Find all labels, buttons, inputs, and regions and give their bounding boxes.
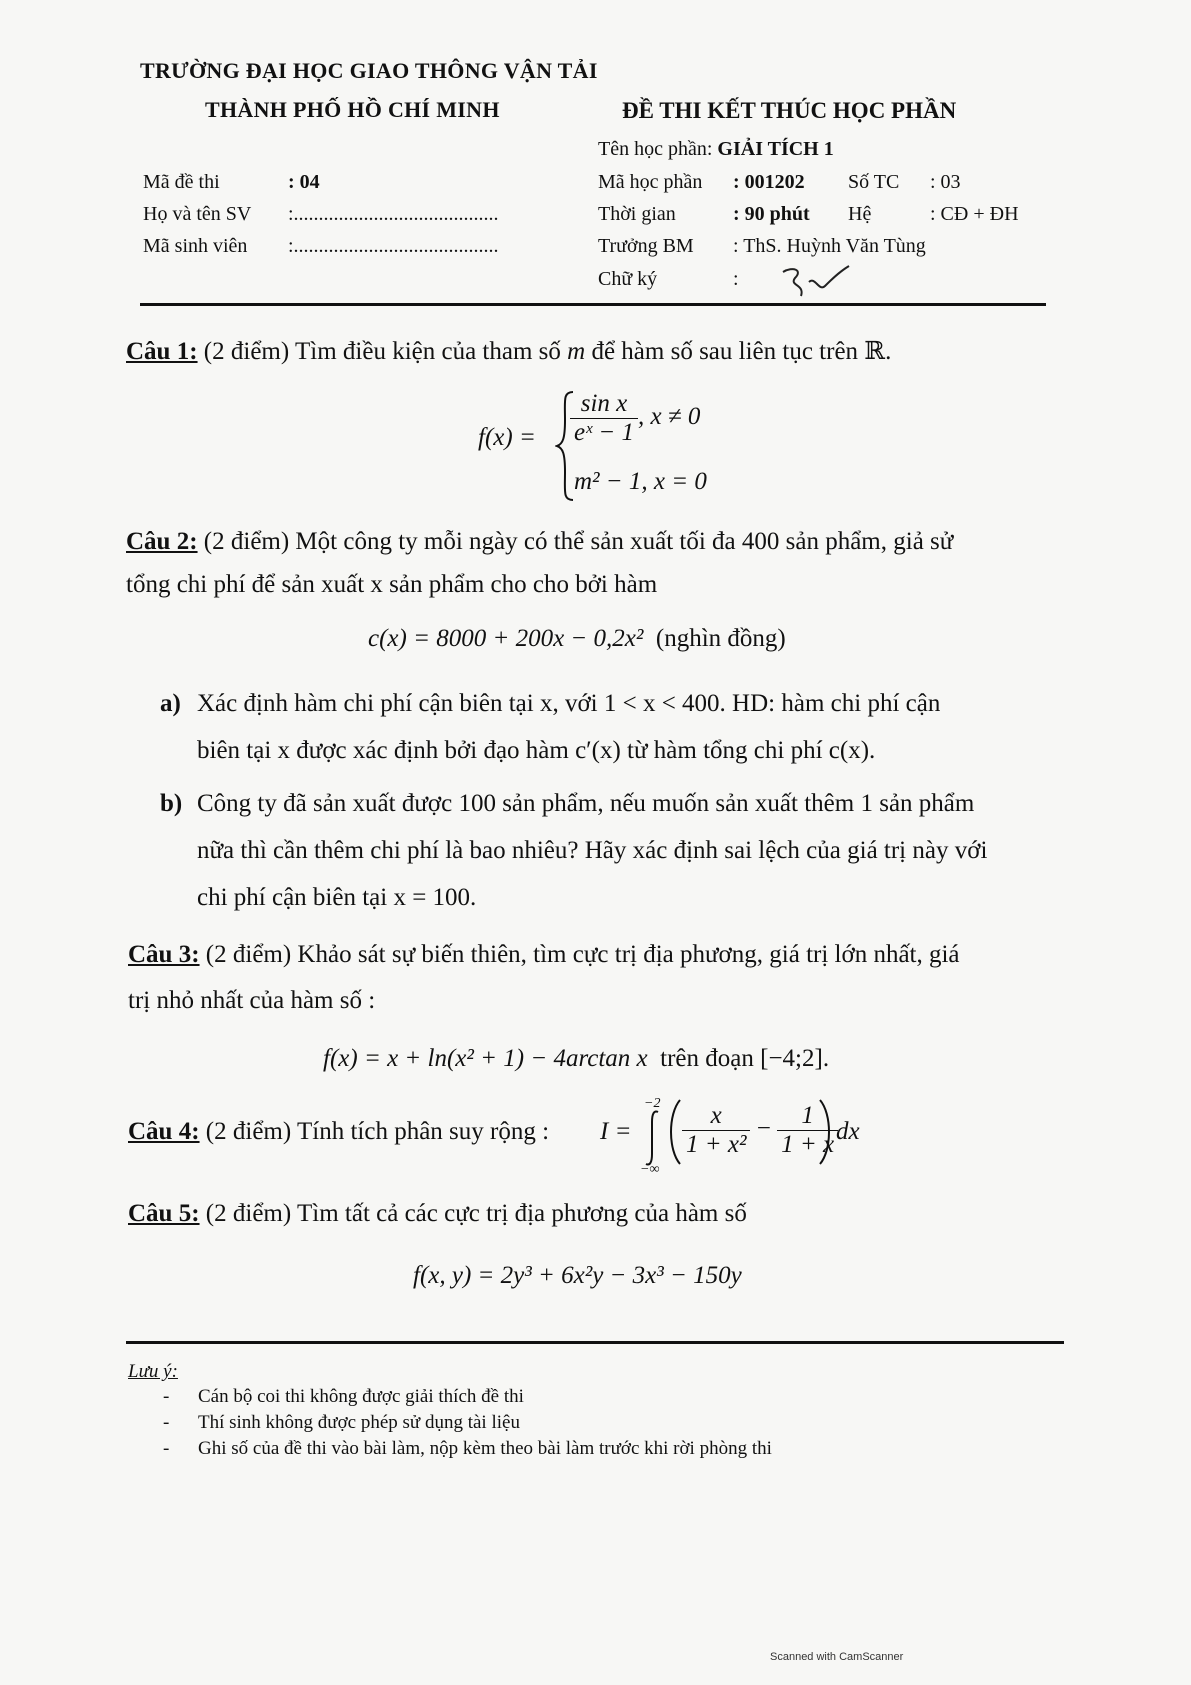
student-id-label: Mã sinh viên xyxy=(143,235,248,257)
notes-item-1: Cán bộ coi thi không được giải thích đề thi xyxy=(198,1386,524,1407)
school-name-line2: THÀNH PHỐ HỒ CHÍ MINH xyxy=(205,97,500,122)
notes-title: Lưu ý: xyxy=(128,1361,178,1382)
course-code-label: Mã học phần xyxy=(598,171,703,193)
q4-lower-limit: −∞ xyxy=(640,1162,660,1177)
notes-item-2: Thí sinh không được phép sử dụng tài liệu xyxy=(198,1412,520,1433)
school-name-line1: TRƯỜNG ĐẠI HỌC GIAO THÔNG VẬN TẢI xyxy=(140,58,598,83)
q2-a-line2: biên tại x được xác định bởi đạo hàm c′(x) từ hàm tổng chi phí c(x). xyxy=(197,737,876,764)
question-2 xyxy=(126,528,953,556)
question-4-label: Câu 4: xyxy=(128,1118,200,1145)
notes-item: - xyxy=(163,1412,170,1433)
q3-formula xyxy=(323,1045,829,1073)
question-2-line2: tổng chi phí để sản xuất x sản phẩm cho cho bởi hàm xyxy=(126,571,658,598)
question-5-label: Câu 5: xyxy=(128,1200,200,1227)
course-name xyxy=(598,138,834,161)
q2-b-line2: nữa thì cần thêm chi phí là bao nhiêu? Hãy xác định sai lệch của giá trị này với xyxy=(197,837,988,864)
exam-title: ĐỀ THI KẾT THÚC HỌC PHẦN xyxy=(622,98,957,123)
question-1 xyxy=(126,336,891,366)
q2-b-line3: chi phí cận biên tại x = 100. xyxy=(197,884,477,911)
q4-integral-sign xyxy=(642,1108,664,1168)
q2-b-line1: Công ty đã sản xuất được 100 sản phẩm, nếu muốn sản xuất thêm 1 sản phẩm xyxy=(197,790,975,817)
course-code-value: : 001202 xyxy=(733,171,805,193)
student-id-field: :......................................... xyxy=(288,235,499,257)
credits-value: : 03 xyxy=(930,171,961,193)
signature-image xyxy=(775,262,855,302)
notes-item-3: Ghi số của đề thi vào bài làm, nộp kèm theo bài làm trước khi rời phòng thi xyxy=(198,1438,772,1459)
q1-case1-numerator: sin x xyxy=(570,390,638,419)
question-1-var: m xyxy=(567,338,586,365)
question-2-line1: (2 điểm) Một công ty mỗi ngày có thể sản xuất tối đa 400 sản phẩm, giả sử xyxy=(197,528,954,555)
time-value: : 90 phút xyxy=(733,203,810,225)
question-3 xyxy=(128,941,960,969)
header-divider xyxy=(140,303,1046,306)
q4-right-paren xyxy=(818,1098,834,1166)
q1-case-1 xyxy=(570,390,700,447)
q4-frac1-num: x xyxy=(682,1102,750,1131)
q4-frac1-den: 1 + x² xyxy=(686,1131,747,1158)
q1-case1-denominator: eˣ − 1 xyxy=(574,419,635,446)
scanner-watermark: Scanned with CamScanner xyxy=(770,1651,904,1663)
q1-lhs: f(x) = xyxy=(478,424,536,451)
time-label: Thời gian xyxy=(598,203,676,225)
q4-dx: dx xyxy=(836,1118,860,1145)
question-3-label: Câu 3: xyxy=(128,941,200,968)
question-5 xyxy=(128,1200,747,1228)
question-1-text2: để hàm số sau liên tục trên ℝ. xyxy=(585,338,892,365)
student-name-label: Họ và tên SV xyxy=(143,203,252,225)
footer-divider xyxy=(126,1341,1064,1344)
system-label: Hệ xyxy=(848,203,872,225)
q1-case1-condition: , x ≠ 0 xyxy=(638,403,701,431)
question-1-text: (2 điểm) Tìm điều kiện của tham số xyxy=(197,338,568,365)
q1-case-2: m² − 1, x = 0 xyxy=(574,468,707,495)
q4-integrand: $\frac{x}{\text{1 + x²}}$ − $\frac{1}{1 + x}$ xyxy=(682,1102,838,1159)
signature-label: Chữ ký xyxy=(598,268,658,290)
question-3-line1: (2 điểm) Khảo sát sự biến thiên, tìm cực trị địa phương, giá trị lớn nhất, giá xyxy=(199,941,960,968)
question-3-line2: trị nhỏ nhất của hàm số : xyxy=(128,987,376,1014)
exam-code-label: Mã đề thi xyxy=(143,171,220,193)
question-4 xyxy=(128,1118,549,1146)
course-value: GIẢI TÍCH 1 xyxy=(717,138,834,160)
question-1-label: Câu 1: xyxy=(126,338,198,365)
question-4-text: (2 điểm) Tính tích phân suy rộng : xyxy=(199,1118,550,1145)
q5-formula: f(x, y) = 2y³ + 6x²y − 3x³ − 150y xyxy=(413,1262,742,1289)
q2-formula-unit: (nghìn đồng) xyxy=(655,625,786,652)
course-label: Tên học phần: xyxy=(598,138,718,160)
notes-item: - xyxy=(163,1386,170,1407)
q4-lhs: I = xyxy=(600,1118,632,1145)
q2-b-label: b) xyxy=(160,790,183,817)
exam-code-value: : 04 xyxy=(288,171,320,193)
student-name-field: :......................................... xyxy=(288,203,499,225)
head-value: : ThS. Huỳnh Văn Tùng xyxy=(733,235,926,257)
q4-frac2-den: 1 + x xyxy=(781,1131,835,1158)
signature-colon: : xyxy=(733,268,739,290)
q4-left-paren xyxy=(666,1098,682,1166)
system-value: : CĐ + ĐH xyxy=(930,203,1019,225)
credits-label: Số TC xyxy=(848,171,900,193)
q2-a-label: a) xyxy=(160,690,181,717)
notes-item: - xyxy=(163,1438,170,1459)
head-label: Trưởng BM xyxy=(598,235,694,257)
q2-a-line1: Xác định hàm chi phí cận biên tại x, với 1 < x < 400. HD: hàm chi phí cận xyxy=(197,690,941,717)
q4-frac2-num: 1 xyxy=(777,1102,838,1131)
q2-formula xyxy=(368,625,786,653)
q4-upper-limit: −2 xyxy=(644,1096,661,1111)
question-2-label: Câu 2: xyxy=(126,528,198,555)
q3-formula-tail: trên đoạn [−4;2]. xyxy=(660,1045,830,1072)
q2-formula-expr: c(x) = 8000 + 200x − 0,2x² xyxy=(368,625,644,652)
question-5-text: (2 điểm) Tìm tất cả các cực trị địa phương của hàm số xyxy=(199,1200,747,1227)
q3-formula-expr: f(x) = x + ln(x² + 1) − 4arctan x xyxy=(323,1045,648,1072)
